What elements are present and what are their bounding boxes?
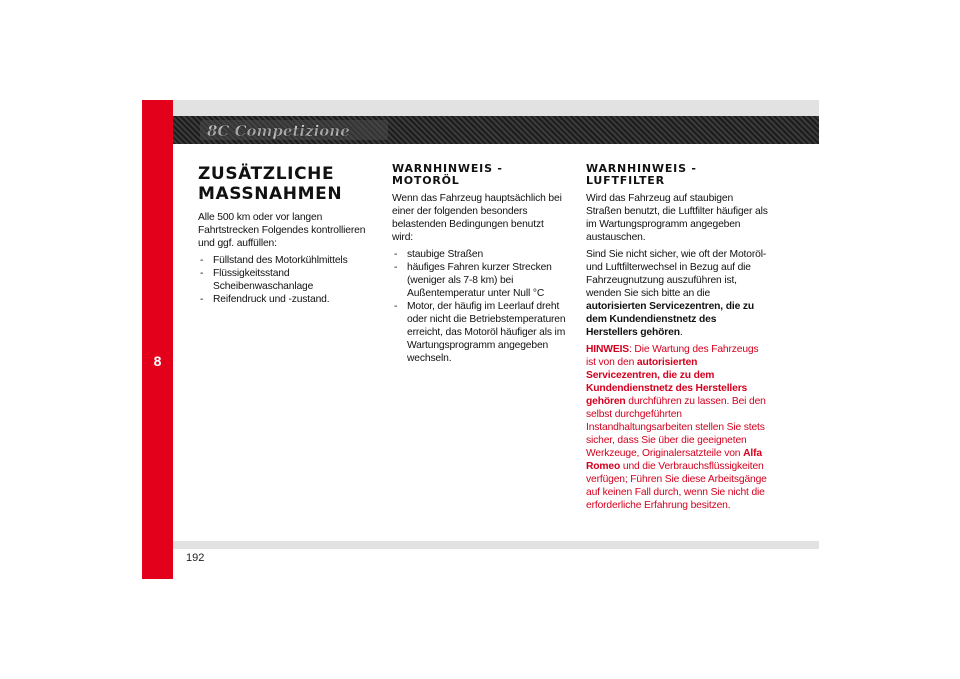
service-center-emphasis: autorisierten Servicezentren, die zu dem Kundendienstnetz des Herstellers gehören (586, 357, 748, 407)
header-carbon-band (173, 116, 819, 144)
check-list (198, 254, 370, 306)
paragraph-text: . (679, 327, 683, 338)
brand-emphasis: Alfa Romeo (586, 448, 762, 472)
list-item: - Füllstand des Motorkühlmittels (198, 254, 370, 267)
top-rule (173, 100, 819, 116)
section-heading: ZUSÄTZLICHE MASSNAHMEN (198, 164, 343, 204)
section-intro: Alle 500 km oder vor langen Fahrtstrecken Folgendes kontrollieren und ggf. auffüllen: (198, 212, 366, 249)
section-heading: WARNHINWEIS - LUFTFILTER (586, 162, 697, 187)
section-intro: Wenn das Fahrzeug hauptsächlich bei einer der folgenden besonders belastenden Bedingungen benutzt wird: (392, 193, 562, 243)
brand-logo (199, 118, 389, 142)
section-warning-air-filter (586, 160, 768, 516)
list-item: - häufiges Fahren kurzer Strecken (weniger als 7-8 km) bei Außentemperatur unter Null °C (392, 261, 567, 300)
paragraph: Wird das Fahrzeug auf staubigen Straßen benutzt, die Luftfilter häufiger als im Wartungsprogramm angegeben austauschen. (586, 193, 768, 243)
chapter-number: 8 (153, 353, 162, 369)
section-warning-engine-oil (392, 160, 567, 365)
note-text: und die Verbrauchsflüssigkeiten verfügen; Führen Sie diese Arbeitsgänge auf keinen Fall durch, wenn Sie nicht die erforderliche Erfahrung besitzen. (586, 461, 767, 511)
list-item: - Flüssigkeitsstand Scheibenwaschanlage (198, 267, 370, 293)
list-item: - staubige Straßen (392, 248, 567, 261)
paragraph-text: Sind Sie nicht sicher, wie oft der Motoröl- und Luftfilterwechsel in Bezug auf die Fahrzeugnutzung auszuführen ist, wenden Sie sich bitte an die (586, 249, 767, 299)
section-heading: WARNHINWEIS - MOTORÖL (392, 162, 503, 187)
note-text: durchführen zu lassen. Bei den selbst durchgeführten Instandhaltungsarbeiten stellen Sie stets sicher, dass Sie über die geeigneten Werkzeuge, Originalersatzteile von (586, 396, 766, 459)
maintenance-note (586, 343, 768, 512)
note-text: : Die Wartung des Fahrzeugs ist von den (586, 344, 759, 368)
condition-list (392, 248, 567, 365)
service-center-emphasis: autorisierten Servicezentren, die zu dem Kundendienstnetz des Herstellers gehören (586, 301, 754, 338)
brand-logo-text: 8C Competizione (207, 122, 350, 140)
list-item: - Motor, der häufig im Leerlauf dreht oder nicht die Betriebstemperaturen erreicht, das Motoröl häufiger als im Wartungsprogramm angegeben wechseln. (392, 300, 567, 365)
section-additional-measures (198, 160, 370, 306)
page-number: 192 (186, 552, 205, 564)
list-item: - Reifendruck und -zustand. (198, 293, 370, 306)
note-label: HINWEIS (586, 344, 629, 355)
paragraph (586, 248, 768, 339)
chapter-side-tab (142, 100, 173, 579)
bottom-rule (173, 541, 819, 549)
